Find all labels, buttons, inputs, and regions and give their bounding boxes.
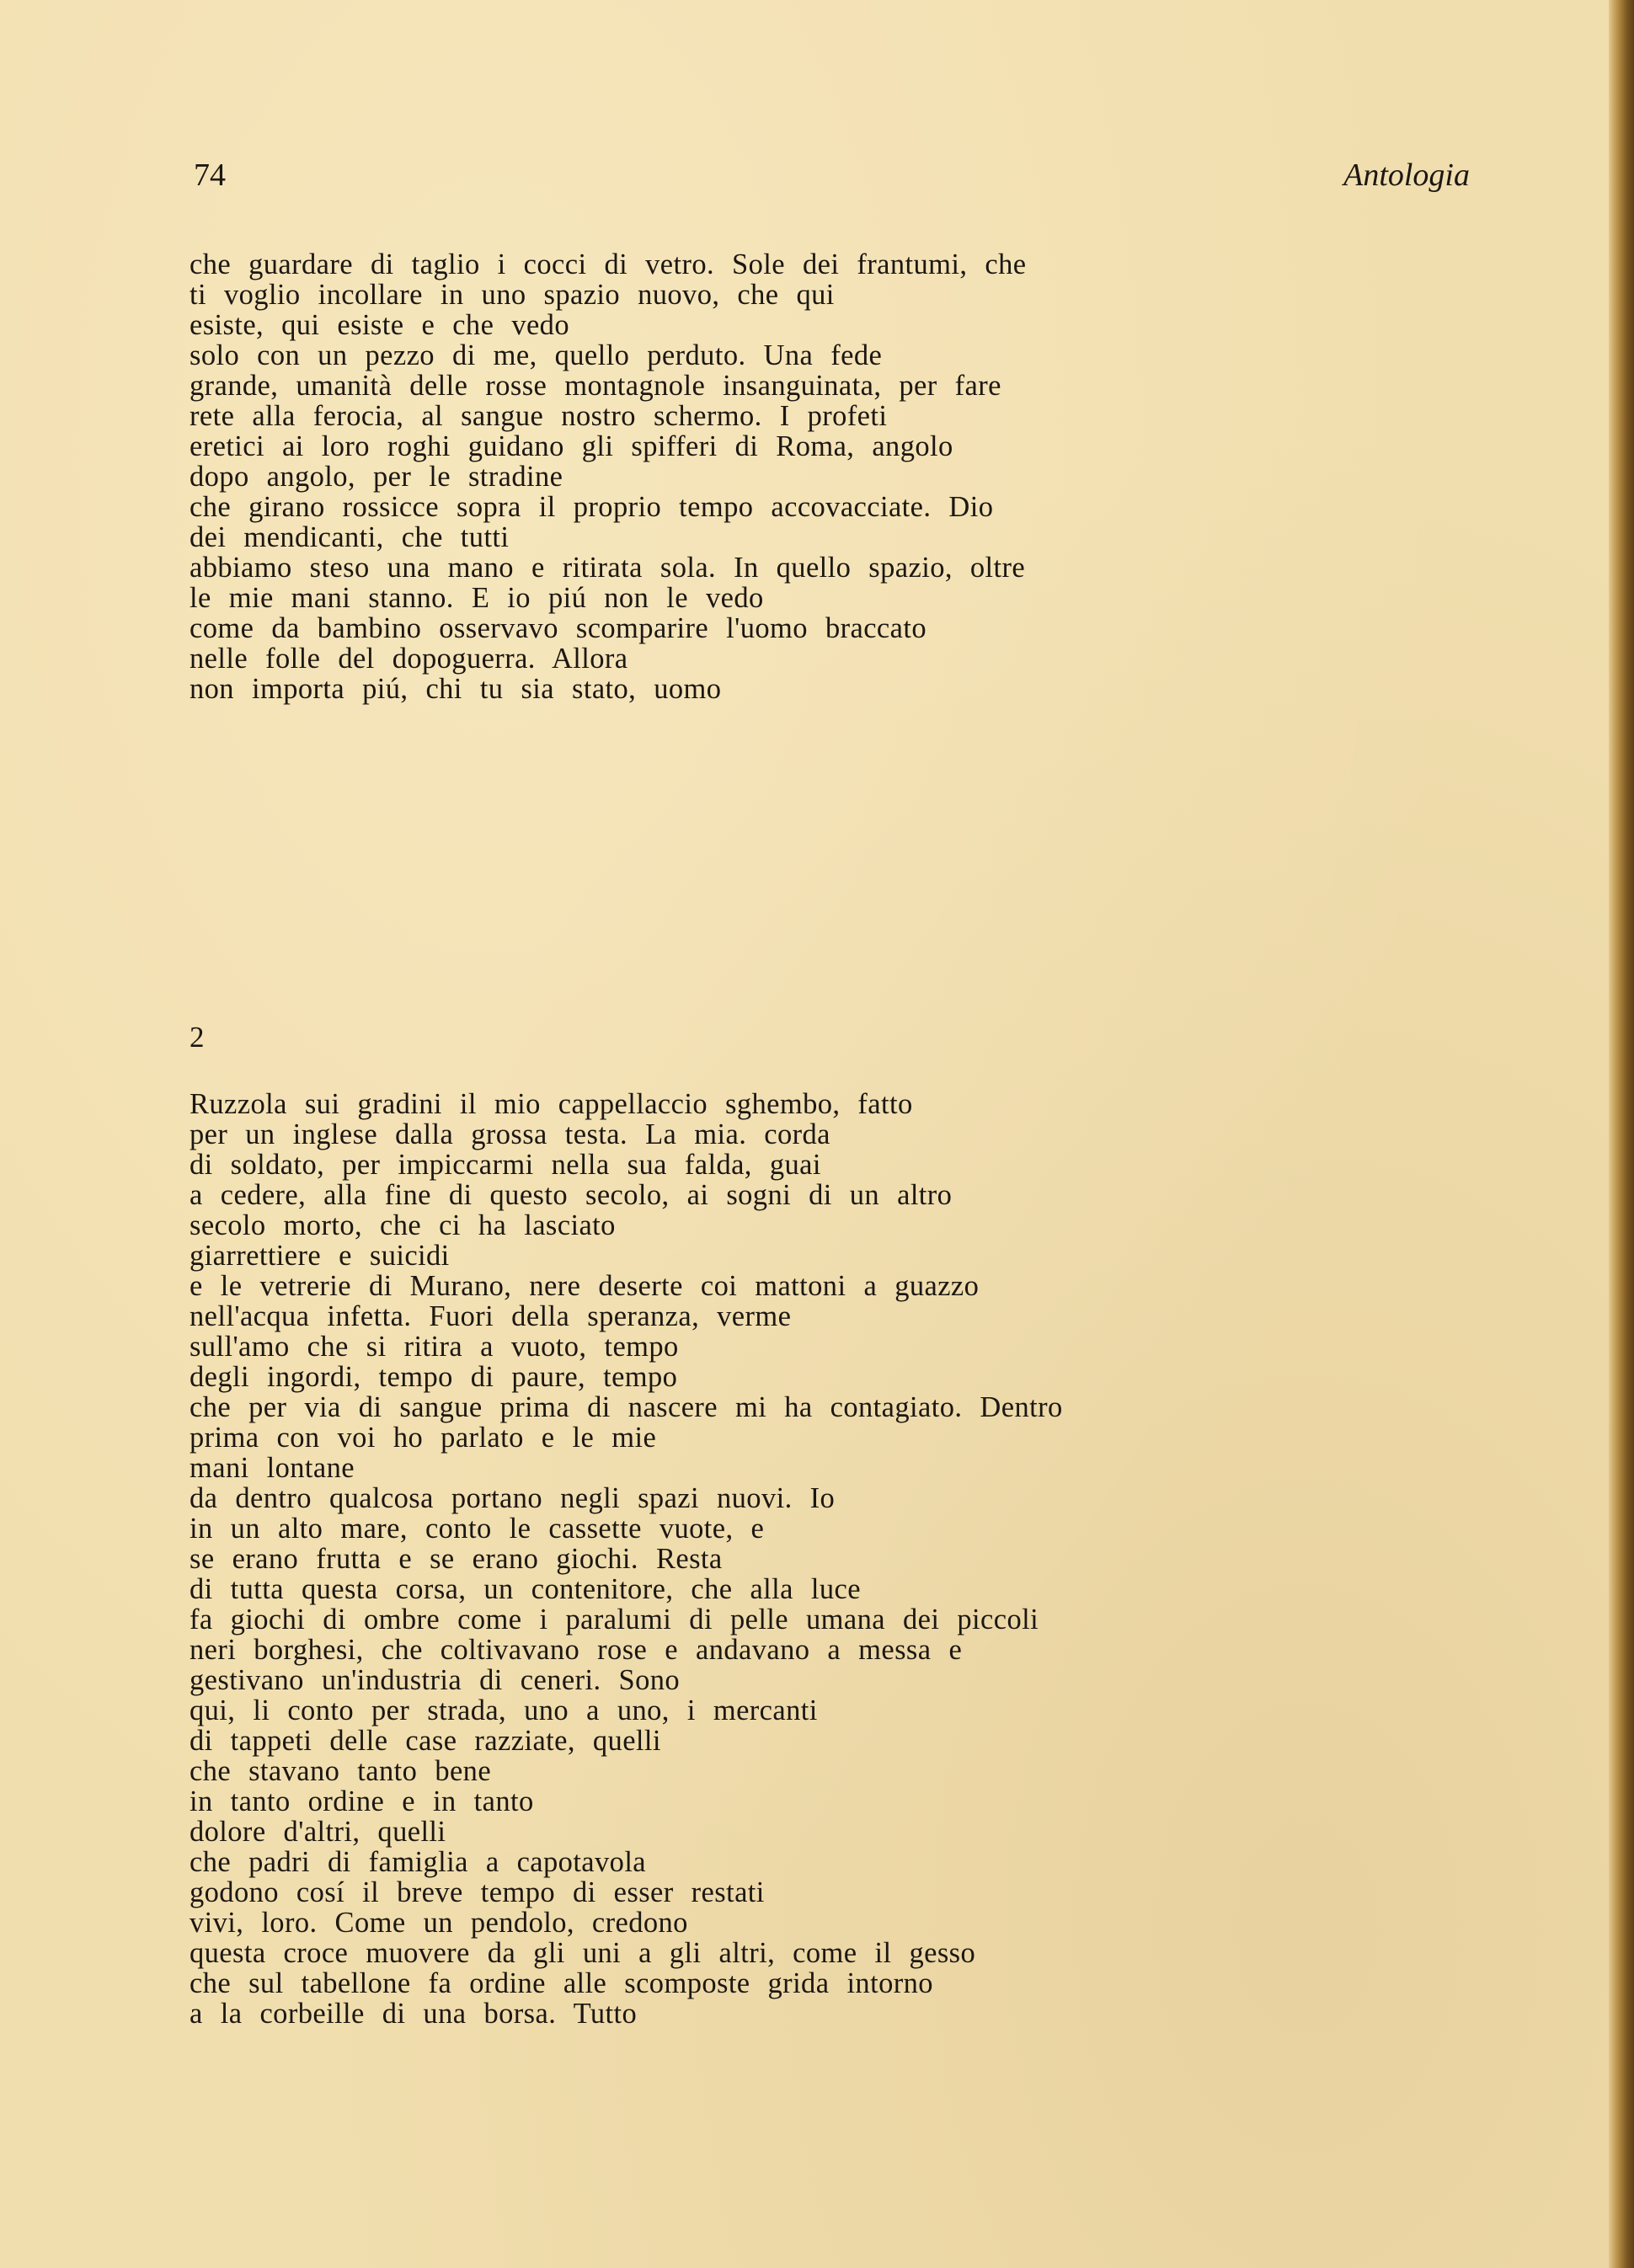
poem-line: secolo morto, che ci ha lasciato [190,1209,616,1241]
page-edge-shadow [1609,0,1634,2268]
poem-line: ti voglio incollare in uno spazio nuovo, che qui [190,279,835,311]
poem-line: di tutta questa corsa, un contenitore, che alla luce [190,1573,861,1605]
poem-line: dolore d'altri, quelli [190,1816,446,1848]
poem-line: neri borghesi, che coltivavano rose e andavano a messa e [190,1634,963,1666]
poem-line: in un alto mare, conto le cassette vuote, e [190,1513,765,1545]
poem-line: che padri di famiglia a capotavola [190,1846,647,1878]
poem-line: esiste, qui esiste e che vedo [190,309,569,341]
poem-line: fa giochi di ombre come i paralumi di pelle umana dei piccoli [190,1604,1039,1636]
poem-line: vivi, loro. Come un pendolo, credono [190,1907,688,1939]
poem-line: nelle folle del dopoguerra. Allora [190,643,628,675]
poem-line: qui, li conto per strada, uno a uno, i mercanti [190,1694,818,1726]
poem-line: eretici ai loro roghi guidano gli spifferi di Roma, angolo [190,430,953,462]
poem-line: per un inglese dalla grossa testa. La mia. corda [190,1118,830,1150]
poem-line: degli ingordi, tempo di paure, tempo [190,1361,678,1393]
poem-line: Ruzzola sui gradini il mio cappellaccio sghembo, fatto [190,1088,913,1120]
poem-line: non importa piú, chi tu sia stato, uomo [190,673,722,705]
poem-line: che girano rossicce sopra il proprio tempo accovacciate. Dio [190,491,994,523]
poem-line: che guardare di taglio i cocci di vetro. Sole dei frantumi, che [190,248,1027,280]
poem-line: prima con voi ho parlato e le mie [190,1422,657,1454]
poem-line: le mie mani stanno. E io piú non le vedo [190,582,764,614]
poem-line: grande, umanità delle rosse montagnole insanguinata, per fare [190,370,1001,402]
poem-line: a cedere, alla fine di questo secolo, ai sogni di un altro [190,1179,953,1211]
poem-line: che stavano tanto bene [190,1755,492,1787]
poem-line: dopo angolo, per le stradine [190,461,563,493]
section-number: 2 [190,1021,205,1054]
poem-line: nell'acqua infetta. Fuori della speranza, verme [190,1300,792,1332]
poem-line: mani lontane [190,1452,355,1484]
poem-line: di tappeti delle case razziate, quelli [190,1725,661,1757]
poem-line: dei mendicanti, che tutti [190,521,510,553]
poem-line: godono cosí il breve tempo di esser restati [190,1876,765,1908]
poem-line: rete alla ferocia, al sangue nostro schermo. I profeti [190,400,888,432]
poem-line: gestivano un'industria di ceneri. Sono [190,1664,681,1696]
poem-line: in tanto ordine e in tanto [190,1785,534,1817]
poem-line: che per via di sangue prima di nascere mi ha contagiato. Dentro [190,1391,1063,1423]
poem-section-1 [190,249,1027,704]
poem-line: se erano frutta e se erano giochi. Resta [190,1543,723,1575]
poem-line: sull'amo che si ritira a vuoto, tempo [190,1331,679,1363]
poem-line: come da bambino osservavo scomparire l'uomo braccato [190,612,926,644]
poem-line: solo con un pezzo di me, quello perduto. Una fede [190,339,883,371]
poem-line: che sul tabellone fa ordine alle scomposte grida intorno [190,1967,933,1999]
poem-line: e le vetrerie di Murano, nere deserte coi mattoni a guazzo [190,1270,980,1302]
poem-section-2 [190,1089,1063,2029]
poem-line: da dentro qualcosa portano negli spazi nuovi. Io [190,1482,836,1514]
running-title: Antologia [1343,157,1470,193]
page-header [194,150,1470,200]
poem-line: giarrettiere e suicidi [190,1240,450,1272]
poem-line: questa croce muovere da gli uni a gli altri, come il gesso [190,1937,976,1969]
page-number: 74 [194,157,226,193]
poem-line: di soldato, per impiccarmi nella sua falda, guai [190,1149,821,1181]
poem-line: abbiamo steso una mano e ritirata sola. In quello spazio, oltre [190,552,1026,584]
poem-line: a la corbeille di una borsa. Tutto [190,1998,638,2030]
